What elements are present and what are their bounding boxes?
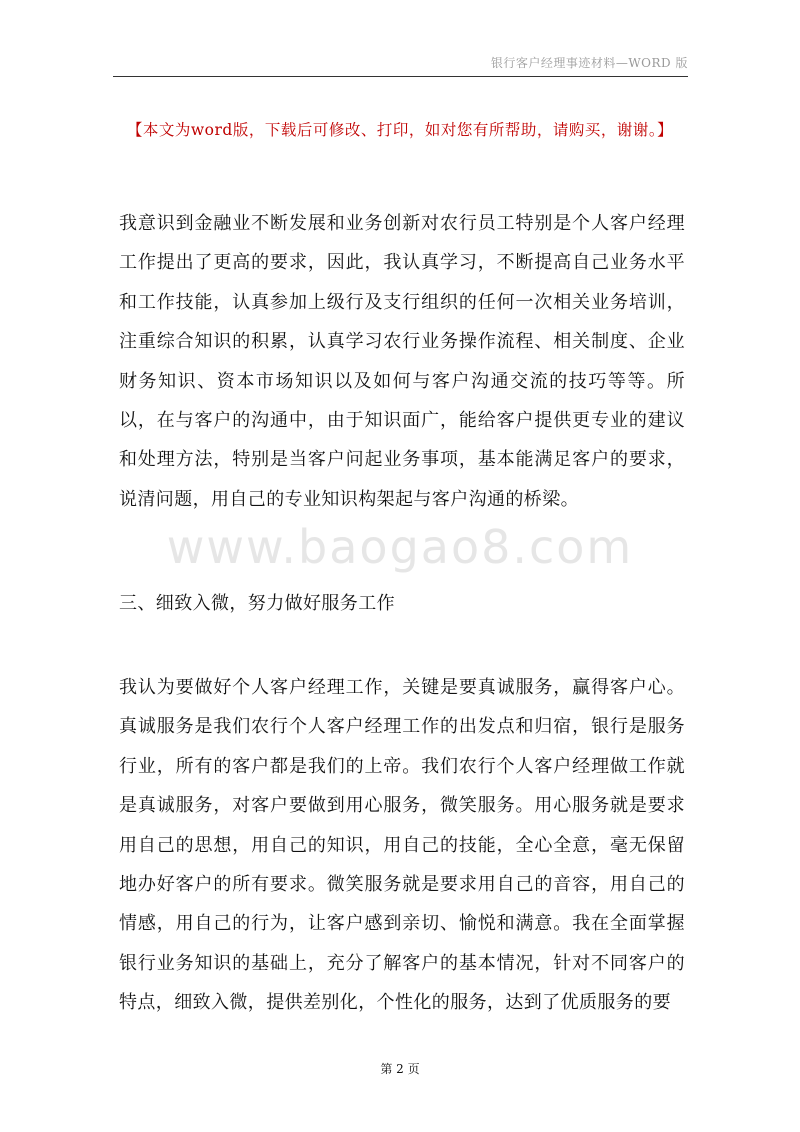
purchase-notice: 【本文为word版，下载后可修改、打印，如对您有所帮助，请购买，谢谢。】 bbox=[126, 121, 674, 139]
body-paragraph-1 bbox=[119, 204, 685, 519]
header-title: 银行客户经理事迹材料—WORD 版 bbox=[490, 56, 688, 70]
page-number: 第 2 页 bbox=[380, 1062, 420, 1076]
body-paragraph-2 bbox=[119, 668, 685, 1023]
section-heading-3 bbox=[119, 584, 685, 623]
heading-text: 三、细致入微，努力做好服务工作 bbox=[119, 593, 395, 614]
watermark: www.baogao8.com bbox=[166, 520, 634, 574]
header-rule bbox=[113, 76, 688, 77]
paragraph-text: 我意识到金融业不断发展和业务创新对农行员工特别是个人客户经理工作提出了更高的要求，因此，我认真学习，不断提高自己业务水平和工作技能，认真参加上级行及支行组织的任何一次相关业务培训，注重综合知识的积累，认真学习农行业务操作流程、相关制度、企业财务知识、资本市场知识以及如何与客户沟通交流的技巧等等。所以，在与客户的沟通中，由于知识面广，能给客户提供更专业的建议和处理方法，特别是当客户问起业务事项，基本能满足客户的要求，说清问题，用自己的专业知识构架起与客户沟通的桥梁。 bbox=[119, 213, 685, 510]
paragraph-text: 我认为要做好个人客户经理工作，关键是要真诚服务，赢得客户心。真诚服务是我们农行个人客户经理工作的出发点和归宿，银行是服务行业，所有的客户都是我们的上帝。我们农行个人客户经理做工作就是真诚服务，对客户要做到用心服务，微笑服务。用心服务就是要求用自己的思想，用自己的知识，用自己的技能，全心全意，毫无保留地办好客户的所有要求。微笑服务就是要求用自己的音容，用自己的情感，用自己的行为，让客户感到亲切、愉悦和满意。我在全面掌握银行业务知识的基础上，充分了解客户的基本情况，针对不同客户的特点，细致入微，提供差别化，个性化的服务，达到了优质服务的要 bbox=[119, 677, 685, 1014]
